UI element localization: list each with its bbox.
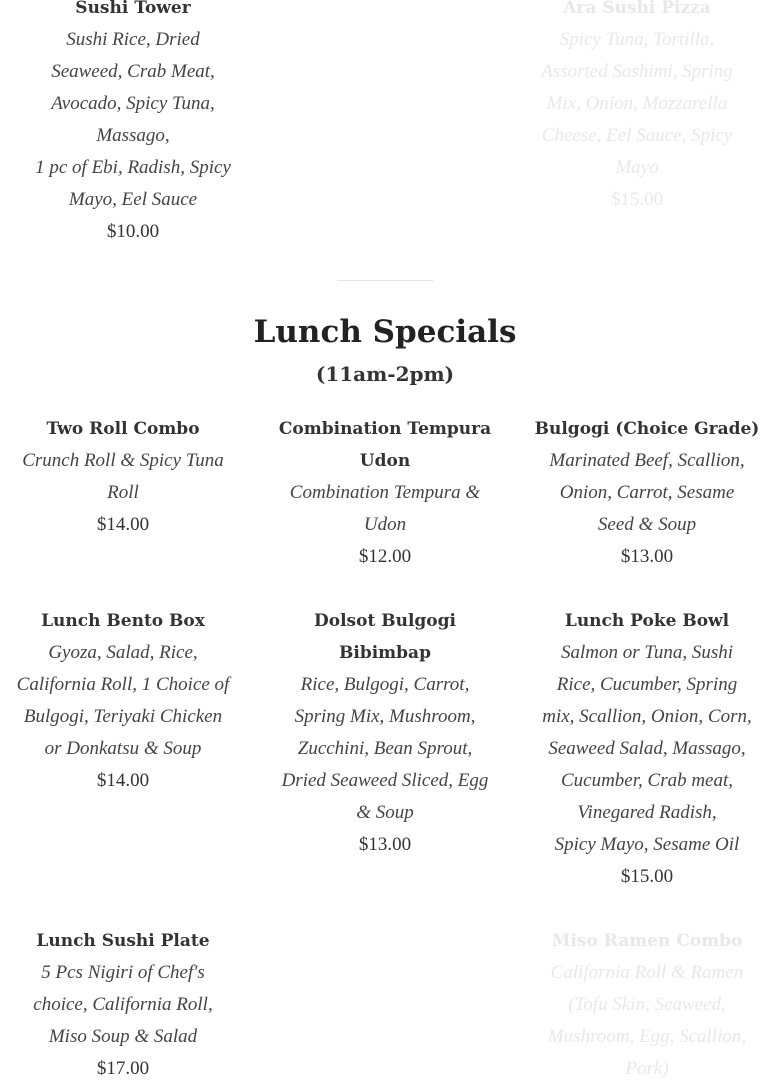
description-line: Assorted Sashimi, Spring [541, 61, 733, 82]
section-divider [337, 280, 433, 281]
description-line: Mayo, Eel Sauce [68, 189, 198, 210]
description-line: 1 pc of Ebi, Radish, Spicy [35, 157, 231, 178]
description-line: Seed & Soup [597, 514, 697, 535]
name-line: Combination Tempura [278, 419, 492, 439]
description-line: Spicy Mayo, Sesame Oil [554, 834, 740, 855]
name-line: Udon [359, 451, 411, 471]
description-line: 5 Pcs Nigiri of Chef's [41, 962, 205, 983]
description-line: Massago, [96, 125, 170, 146]
menu-item-name [532, 413, 762, 445]
menu-item-lunch-poke-bowl [532, 605, 762, 893]
description-line: Combination Tempura & [289, 482, 481, 503]
name-line: Miso Ramen Combo [551, 931, 743, 951]
description-line: or Donkatsu & Soup [44, 738, 202, 759]
section-subtitle: (11am-2pm) [315, 362, 455, 386]
description-line: California Roll & Ramen [550, 962, 744, 983]
menu-item-description [522, 24, 752, 184]
menu-item-name [270, 413, 500, 477]
description-line: California Roll, 1 Choice of [16, 674, 230, 695]
menu-item-name [8, 925, 238, 957]
description-line: Mayo [615, 157, 659, 178]
menu-item-name [532, 925, 762, 957]
description-line: Mushroom, Egg, Scallion, [547, 1026, 747, 1047]
description-line: Vinegared Radish, [577, 802, 717, 823]
description-line: Sushi Rice, Dried [66, 29, 200, 50]
description-line: Avocado, Spicy Tuna, [51, 93, 215, 114]
description-line: Cucumber, Crab meat, [560, 770, 734, 791]
description-line: Crunch Roll & Spicy Tuna [22, 450, 224, 471]
menu-item-ara-sushi-pizza [522, 0, 752, 216]
description-line: Salmon or Tuna, Sushi [560, 642, 734, 663]
description-line: Gyoza, Salad, Rice, [48, 642, 198, 663]
menu-item-description [532, 637, 762, 861]
menu-item-miso-ramen-combo [532, 925, 762, 1085]
description-line: mix, Scallion, Onion, Corn, [542, 706, 752, 727]
name-line: Dolsot Bulgogi Bibimbap [314, 611, 456, 663]
menu-item-price: $15.00 [610, 189, 664, 210]
description-line: Seaweed, Crab Meat, [51, 61, 215, 82]
description-line: Pork) [625, 1058, 669, 1079]
description-line: Marinated Beef, Scallion, [549, 450, 745, 471]
menu-item-description [270, 669, 500, 829]
menu-item-price: $14.00 [96, 770, 150, 791]
menu-item-price: $12.00 [358, 546, 412, 567]
menu-item-name: Ara Sushi Pizza [563, 0, 711, 18]
menu-item-sushi-tower [18, 0, 248, 248]
name-line: Bulgogi (Choice Grade) [534, 419, 760, 439]
menu-item-two-roll-combo [8, 413, 238, 541]
section-title: Lunch Specials [253, 314, 517, 350]
name-line: Two Roll Combo [46, 419, 200, 439]
description-line: Udon [363, 514, 407, 535]
menu-item-description [8, 637, 238, 765]
description-line: Spicy Tuna, Tortilla, [559, 29, 715, 50]
menu-item-description [270, 477, 500, 541]
name-line: Lunch Sushi Plate [36, 931, 210, 951]
menu-item-name [532, 605, 762, 637]
name-line: Lunch Bento Box [41, 611, 205, 631]
menu-item-price: $10.00 [106, 221, 160, 242]
description-line: Onion, Carrot, Sesame [559, 482, 735, 503]
description-line: Rice, Bulgogi, Carrot, [300, 674, 470, 695]
menu-item-lunch-bento-box [8, 605, 238, 797]
menu-item-dolsot-bulgogi-bibimbap [270, 605, 500, 861]
description-line: Dried Seaweed Sliced, Egg [281, 770, 489, 791]
menu-item-name [270, 605, 500, 669]
menu-item-price: $14.00 [96, 514, 150, 535]
menu-item-description [532, 957, 762, 1085]
name-line: Lunch Poke Bowl [564, 611, 730, 631]
description-line: Zucchini, Bean Sprout, [297, 738, 473, 759]
description-line: Roll [107, 482, 139, 503]
menu-item-bulgogi [532, 413, 762, 573]
menu-item-price: $13.00 [358, 834, 412, 855]
menu-item-name [8, 605, 238, 637]
menu-item-name: Sushi Tower [75, 0, 191, 18]
description-line: Mix, Onion, Mozzarella [546, 93, 728, 114]
menu-item-lunch-sushi-plate [8, 925, 238, 1085]
menu-item-combination-tempura-udon [270, 413, 500, 573]
description-line: Seaweed Salad, Massago, [548, 738, 746, 759]
description-line: Miso Soup & Salad [48, 1026, 198, 1047]
menu-item-description [8, 957, 238, 1053]
menu-item-price: $15.00 [620, 866, 674, 887]
description-line: Cheese, Eel Sauce, Spicy [541, 125, 733, 146]
menu-item-description [18, 24, 248, 216]
description-line: (Tofu Skin, Seaweed, [568, 994, 726, 1015]
menu-item-description [532, 445, 762, 541]
description-line: & Soup [356, 802, 414, 823]
description-line: Rice, Cucumber, Spring [556, 674, 738, 695]
menu-item-price: $17.00 [96, 1058, 150, 1079]
description-line: Spring Mix, Mushroom, [294, 706, 476, 727]
description-line: choice, California Roll, [33, 994, 213, 1015]
description-line: Bulgogi, Teriyaki Chicken [23, 706, 223, 727]
menu-item-name [8, 413, 238, 445]
menu-item-description [8, 445, 238, 509]
menu-item-price: $13.00 [620, 546, 674, 567]
